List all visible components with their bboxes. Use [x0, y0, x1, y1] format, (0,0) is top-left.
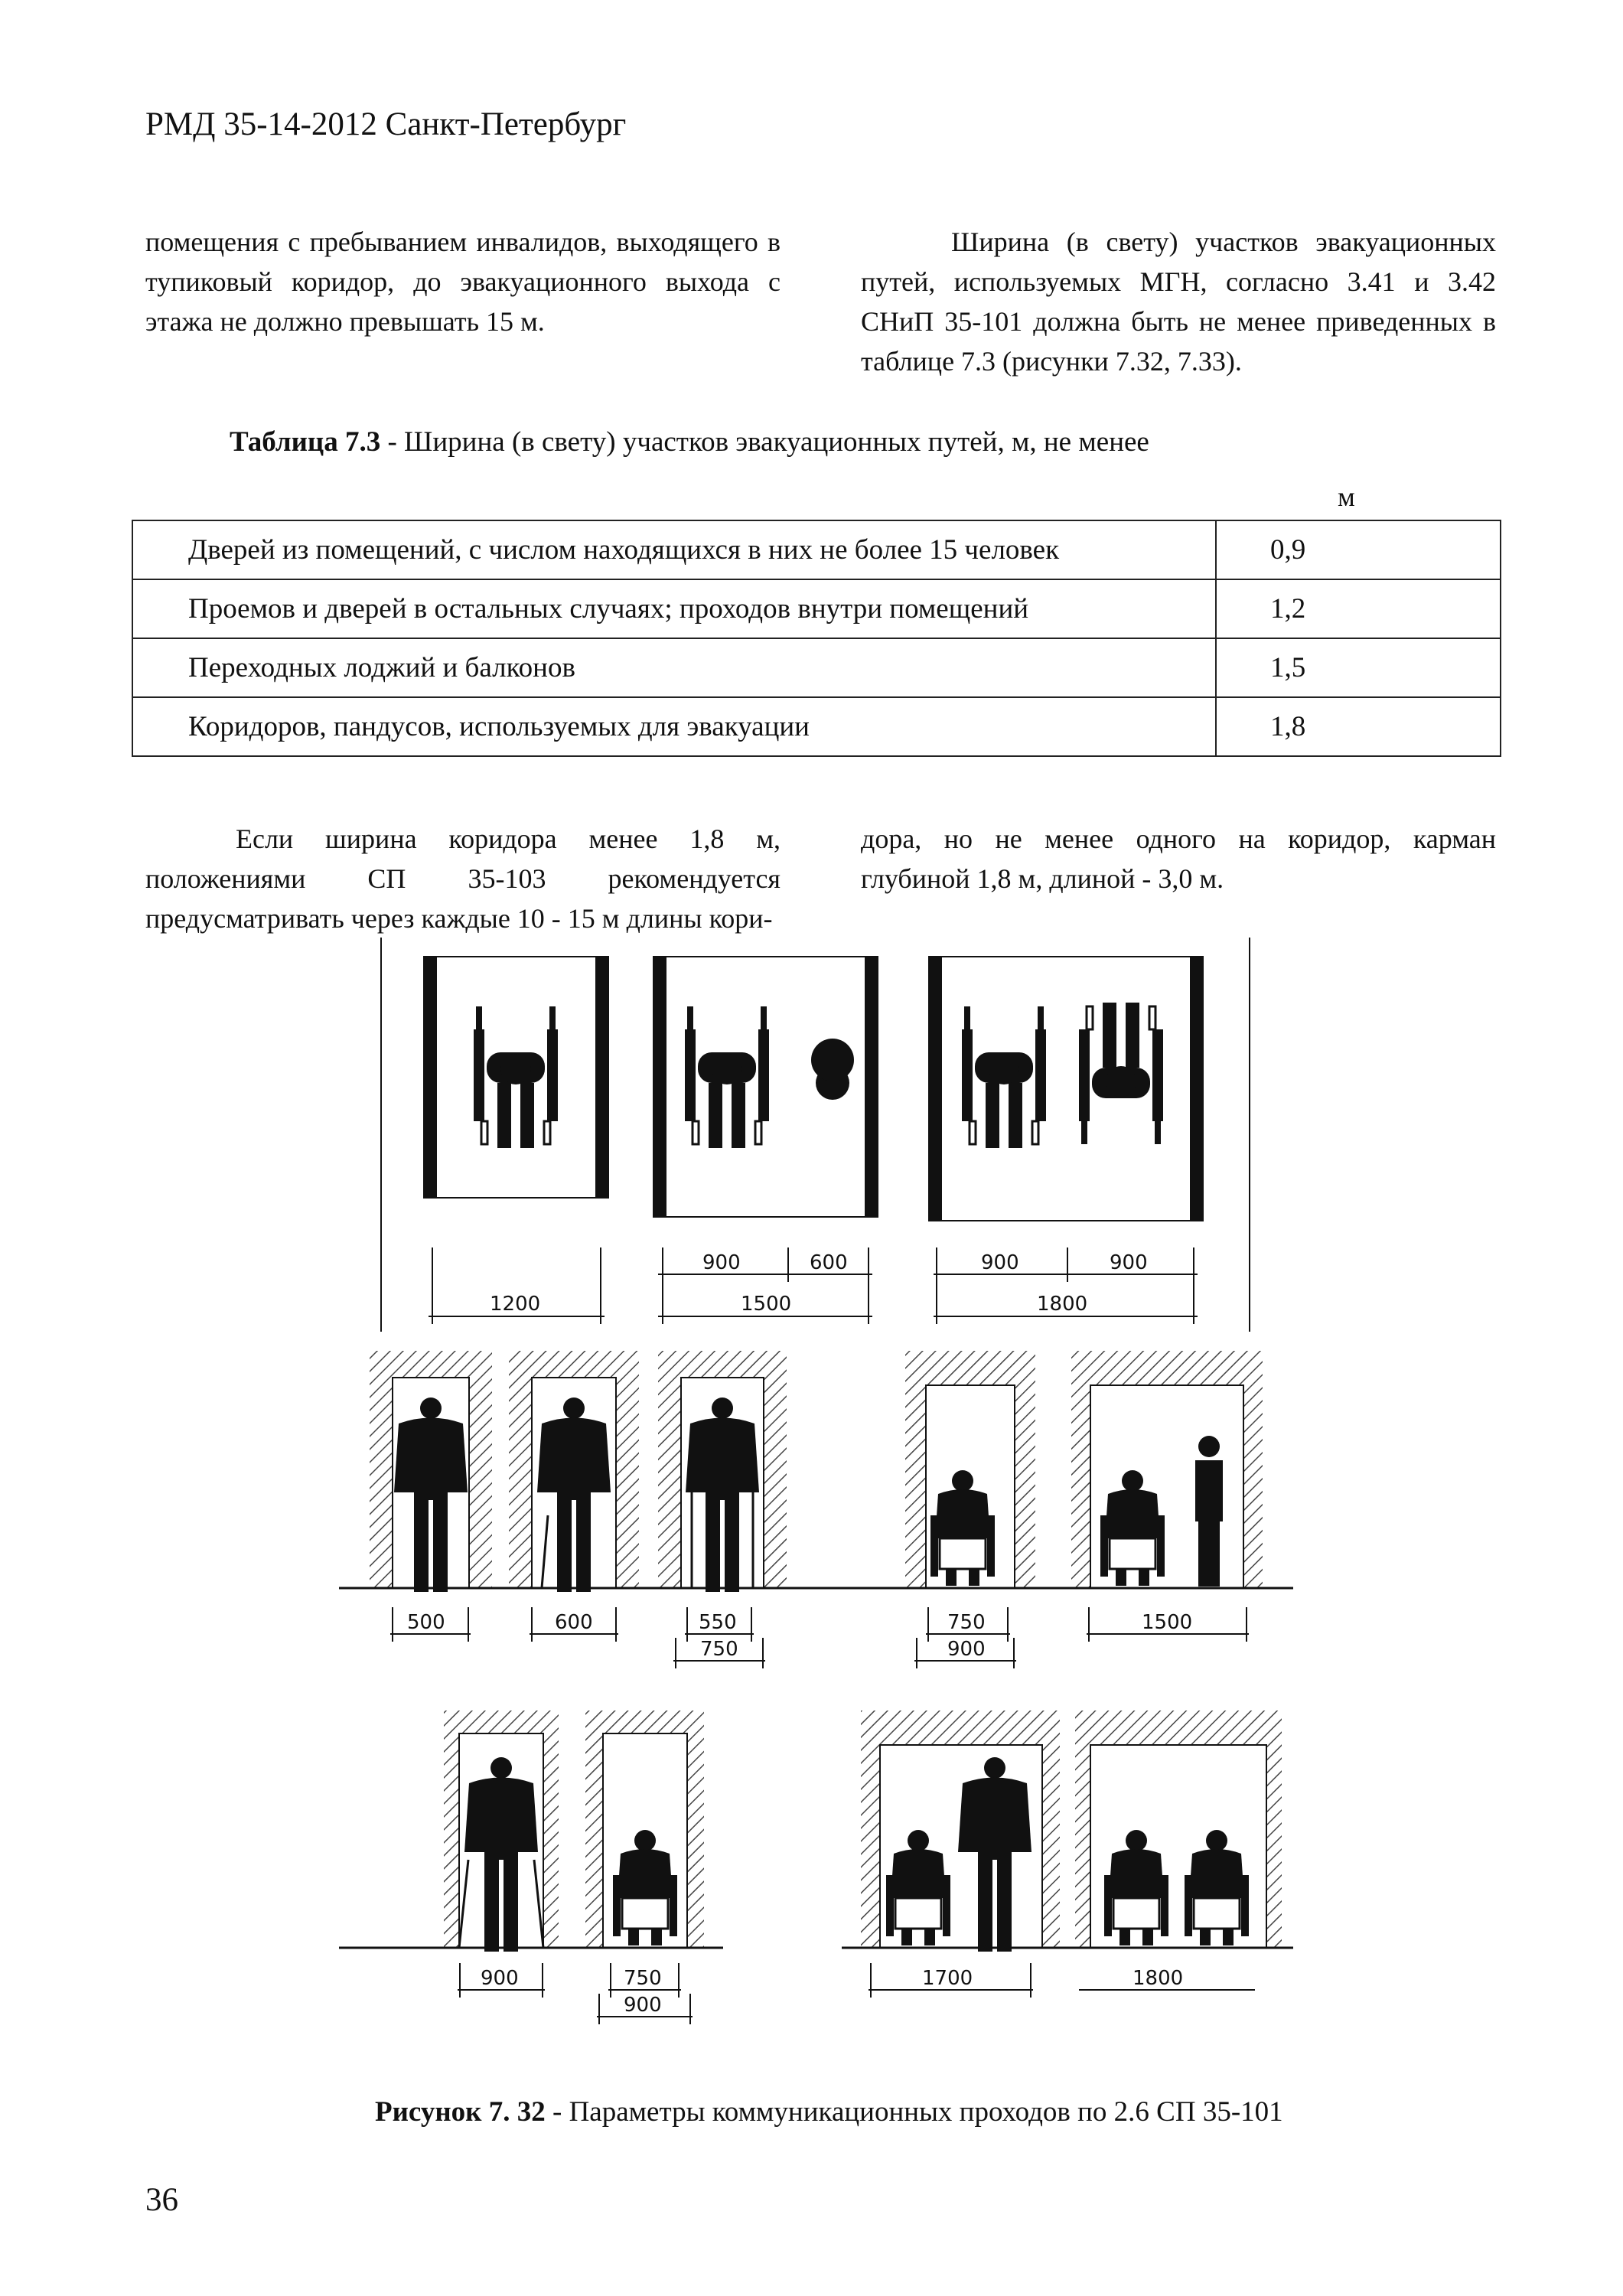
dim-label: 550: [699, 1611, 737, 1634]
dim-label: 900: [947, 1638, 986, 1661]
table-cell-label: Проемов и дверей в остальных случаях; проходов внутри помещений: [132, 579, 1216, 638]
corridor-1500: [653, 957, 878, 1217]
dim-label: 1700: [922, 1967, 973, 1990]
table-caption-number: Таблица 7.3: [230, 426, 381, 458]
text-left-column-2: Если ширина коридора менее 1,8 м, положениями СП 35-103 рекомендуется предусматривать через каждые 10 - 15 м длины кори-: [145, 823, 781, 934]
top-row-plans: [381, 938, 1250, 1332]
middle-row-doorways: [339, 1351, 1293, 1668]
text-right-column-1: Ширина (в свету) участков эвакуационных путей, используемых МГН, согласно 3.41 и 3.42 СНиП 35-101 должна быть не менее приведенных в таблице 7.3 (рисунки 7.32, 7.33).: [861, 227, 1496, 377]
dim-label: 1800: [1037, 1293, 1088, 1316]
dim-label: 750: [947, 1611, 986, 1634]
table-cell-label: Переходных лоджий и балконов: [132, 638, 1216, 697]
dim-label: 600: [555, 1611, 593, 1634]
dim-label: 500: [407, 1611, 445, 1634]
table-cell-label: Дверей из помещений, с числом находящихся в них не более 15 человек: [132, 520, 1216, 579]
dim-label: 600: [810, 1251, 848, 1274]
doorway-600: [509, 1351, 639, 1592]
page-number: 36: [145, 2182, 178, 2218]
table-caption-text: - Ширина (в свету) участков эвакуационных путей, м, не менее: [380, 426, 1149, 458]
doorway-900-walker: [444, 1711, 559, 1952]
dim-label: 1500: [741, 1293, 792, 1316]
doorway-750-900: [905, 1351, 1035, 1588]
top-row-dimensions: [429, 1247, 1198, 1324]
middle-row-dimensions: [390, 1607, 1249, 1668]
table-cell-value: 0,9: [1216, 520, 1501, 579]
doorway-500: [370, 1351, 492, 1592]
doorway-1700: [861, 1711, 1060, 1952]
dim-label: 900: [481, 1967, 519, 1990]
dim-label: 1500: [1142, 1611, 1193, 1634]
figure-caption-number: Рисунок 7. 32: [375, 2096, 546, 2128]
table-cell-value: 1,5: [1216, 638, 1501, 697]
table-cell-label: Коридоров, пандусов, используемых для эвакуации: [132, 697, 1216, 756]
doorway-1500: [1071, 1351, 1263, 1588]
doorway-1800: [1075, 1711, 1282, 1948]
dim-label: 900: [1110, 1251, 1148, 1274]
dim-label: 750: [624, 1967, 662, 1990]
dim-label: 1200: [490, 1293, 541, 1316]
bottom-row-dimensions: [458, 1963, 1255, 2024]
doorway-550-750: [658, 1351, 787, 1592]
figure-caption: [375, 2095, 1283, 2128]
corridor-1800: [928, 957, 1204, 1221]
dim-label: 900: [981, 1251, 1019, 1274]
text-left-column-1: помещения с пребыванием инвалидов, выходящего в тупиковый коридор, до эвакуационного выхода с этажа не должно превышать 15 м.: [145, 227, 781, 337]
text-right-column-2: дора, но не менее одного на коридор, карман глубиной 1,8 м, длиной - 3,0 м.: [861, 823, 1496, 894]
doorway-750-900-bottom: [585, 1711, 704, 1948]
table-cell-value: 1,8: [1216, 697, 1501, 756]
table-cell-value: 1,2: [1216, 579, 1501, 638]
dim-label: 900: [624, 1994, 662, 2017]
dim-label: 750: [700, 1638, 738, 1661]
table-unit: м: [1338, 481, 1355, 512]
corridor-1200: [423, 957, 609, 1198]
bottom-row-doorways: [339, 1711, 1293, 2024]
dim-label: 900: [702, 1251, 741, 1274]
dim-label: 1800: [1133, 1967, 1184, 1990]
page-header: РМД 35-14-2012 Санкт-Петербург: [145, 106, 627, 142]
figure-caption-text: - Параметры коммуникационных проходов по 2.6 СП 35-101: [545, 2096, 1283, 2128]
